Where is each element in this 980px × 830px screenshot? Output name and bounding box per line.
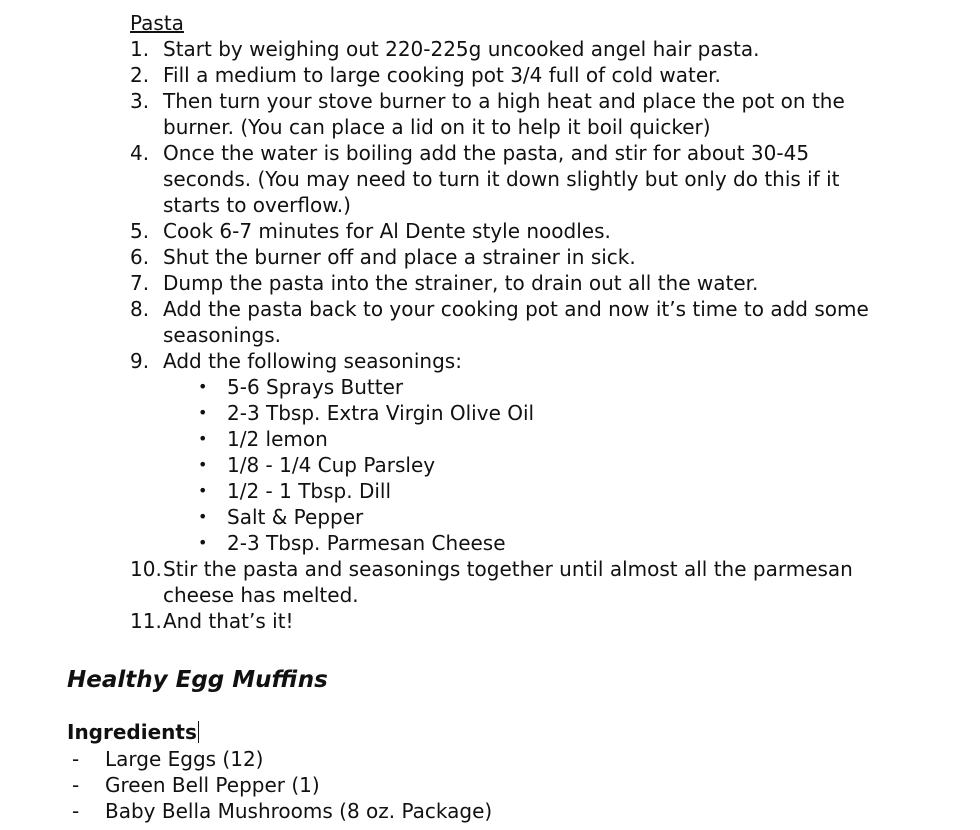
step-number: 8. bbox=[130, 297, 150, 321]
seasoning-item bbox=[163, 530, 890, 556]
bullet-icon: • bbox=[198, 455, 208, 474]
step-text: Then turn your stove burner to a high heat and place the pot on the burner. (You can place a lid on it to help it boil quicker) bbox=[163, 89, 845, 139]
seasoning-text: 2-3 Tbsp. Extra Virgin Olive Oil bbox=[227, 401, 535, 425]
seasoning-text: 5-6 Sprays Butter bbox=[227, 375, 404, 399]
egg-muffins-title: Healthy Egg Muffins bbox=[67, 667, 328, 693]
step-item bbox=[130, 556, 890, 608]
seasonings-list bbox=[163, 374, 890, 556]
step-text: And that’s it! bbox=[163, 609, 294, 633]
seasoning-item bbox=[163, 400, 890, 426]
step-item bbox=[130, 270, 890, 296]
step-text: Add the following seasonings: bbox=[163, 349, 462, 373]
seasoning-text: 1/2 - 1 Tbsp. Dill bbox=[227, 479, 392, 503]
seasoning-item bbox=[163, 426, 890, 452]
step-number: 9. bbox=[130, 349, 150, 373]
step-number: 6. bbox=[130, 245, 150, 269]
dash-icon: - bbox=[72, 799, 80, 823]
seasoning-text: 2-3 Tbsp. Parmesan Cheese bbox=[227, 531, 506, 555]
step-text: Add the pasta back to your cooking pot and now it’s time to add some seasonings. bbox=[163, 297, 869, 347]
ingredients-list bbox=[67, 746, 492, 824]
step-number: 4. bbox=[130, 141, 150, 165]
step-item bbox=[130, 218, 890, 244]
step-item bbox=[130, 140, 890, 218]
step-number: 2. bbox=[130, 63, 150, 87]
step-text: Shut the burner off and place a strainer in sick. bbox=[163, 245, 636, 269]
step-text: Stir the pasta and seasonings together until almost all the parmesan cheese has melted. bbox=[163, 557, 853, 607]
step-number: 3. bbox=[130, 89, 150, 113]
bullet-icon: • bbox=[198, 533, 208, 552]
ingredient-item bbox=[67, 746, 492, 772]
bullet-icon: • bbox=[198, 403, 208, 422]
step-number: 5. bbox=[130, 219, 150, 243]
step-number: 10. bbox=[130, 557, 162, 581]
step-item bbox=[130, 88, 890, 140]
ingredient-item bbox=[67, 798, 492, 824]
text-cursor bbox=[198, 721, 199, 743]
seasoning-item bbox=[163, 478, 890, 504]
seasoning-item bbox=[163, 374, 890, 400]
ingredient-item bbox=[67, 772, 492, 798]
bullet-icon: • bbox=[198, 481, 208, 500]
step-text: Once the water is boiling add the pasta, and stir for about 30-45 seconds. (You may need to turn it down slightly but only do this if it starts to overflow.) bbox=[163, 141, 840, 217]
pasta-section-title: Pasta bbox=[130, 11, 184, 35]
step-item bbox=[130, 62, 890, 88]
ingredient-text: Green Bell Pepper (1) bbox=[105, 773, 320, 797]
seasoning-text: 1/2 lemon bbox=[227, 427, 328, 451]
pasta-steps-list bbox=[130, 36, 890, 634]
step-text: Dump the pasta into the strainer, to drain out all the water. bbox=[163, 271, 759, 295]
step-number: 1. bbox=[130, 37, 150, 61]
seasoning-text: Salt & Pepper bbox=[227, 505, 364, 529]
ingredients-heading[interactable] bbox=[67, 719, 199, 745]
bullet-icon: • bbox=[198, 377, 208, 396]
step-item bbox=[130, 36, 890, 62]
step-item bbox=[130, 348, 890, 556]
step-number: 11. bbox=[130, 609, 162, 633]
ingredients-heading-text: Ingredients bbox=[67, 720, 197, 744]
ingredient-text: Baby Bella Mushrooms (8 oz. Package) bbox=[105, 799, 493, 823]
step-text: Cook 6-7 minutes for Al Dente style noodles. bbox=[163, 219, 611, 243]
step-item bbox=[130, 608, 890, 634]
step-item bbox=[130, 244, 890, 270]
step-item bbox=[130, 296, 890, 348]
dash-icon: - bbox=[72, 773, 80, 797]
step-text: Fill a medium to large cooking pot 3/4 full of cold water. bbox=[163, 63, 721, 87]
seasoning-text: 1/8 - 1/4 Cup Parsley bbox=[227, 453, 436, 477]
step-text: Start by weighing out 220-225g uncooked angel hair pasta. bbox=[163, 37, 760, 61]
seasoning-item bbox=[163, 504, 890, 530]
step-number: 7. bbox=[130, 271, 150, 295]
dash-icon: - bbox=[72, 747, 80, 771]
bullet-icon: • bbox=[198, 429, 208, 448]
seasoning-item bbox=[163, 452, 890, 478]
ingredient-text: Large Eggs (12) bbox=[105, 747, 264, 771]
bullet-icon: • bbox=[198, 507, 208, 526]
